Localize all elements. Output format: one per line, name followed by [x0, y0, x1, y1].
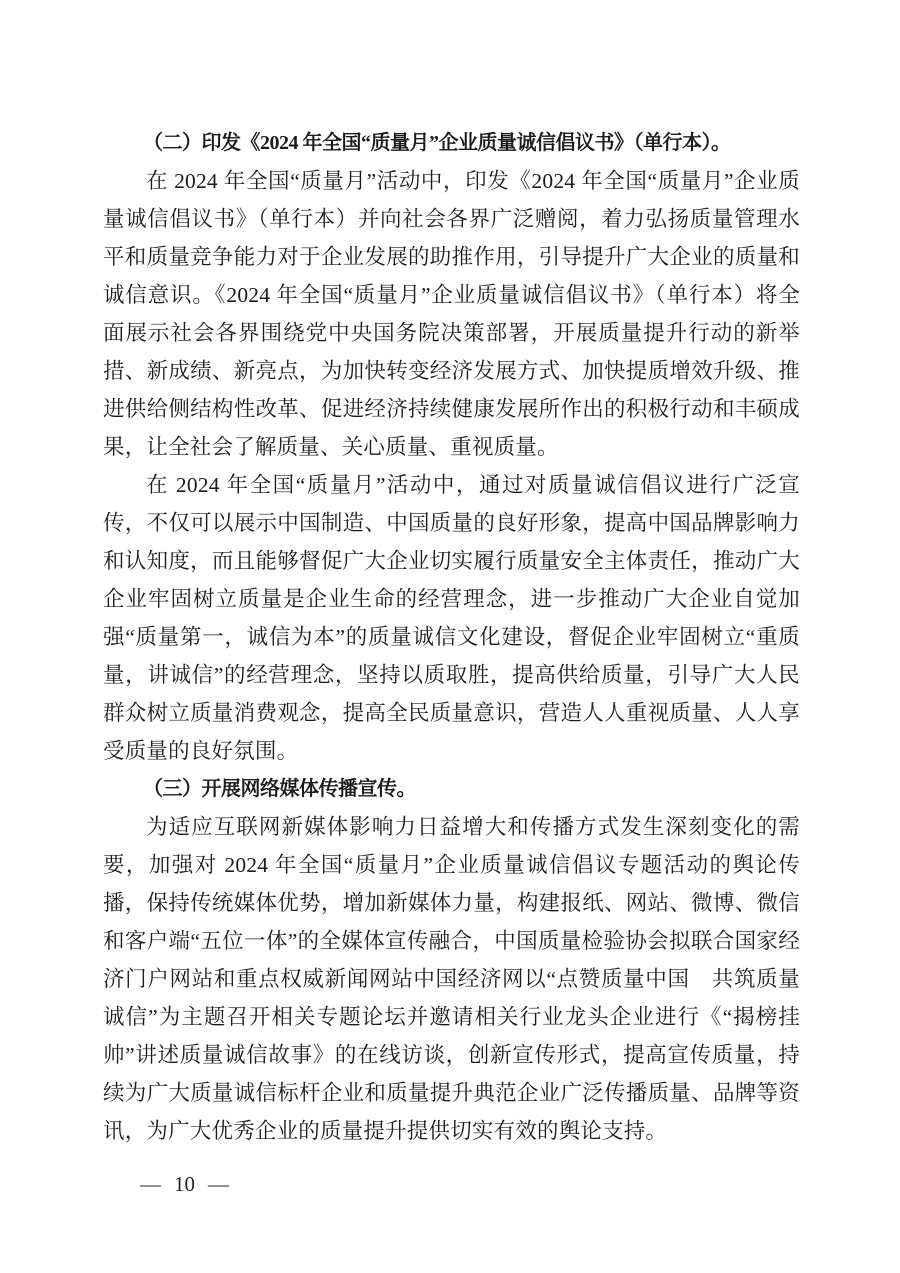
section-heading-2: （二）印发《2024 年全国“质量月”企业质量诚信倡议书》（单行本）。 — [143, 132, 731, 154]
footer-dash-left: — — [140, 1172, 161, 1196]
body-paragraph-2: 在 2024 年全国“质量月”活动中，通过对质量诚信倡议进行广泛宣传，不仅可以展示中国制造、中国质量的良好形象，提高中国品牌影响力和认知度，而且能够督促广大企业切实履行质量安全主体责任，推动广大企业牢固树立质量是企业生命的经营理念，进一步推动广大企业自觉加强“质量第一，诚信为本”的质量诚信文化建设，督促企业牢固树立“重质量，讲诚信”的经营理念，坚持以质取胜，提高供给质量，引导广大人民群众树立质量消费观念，提高全民质量意识，营造人人重视质量、人人享受质量的良好氛围。 — [103, 473, 800, 763]
section-heading-3: （三）开展网络媒体传播宣传。 — [143, 778, 416, 800]
body-paragraph-3: 为适应互联网新媒体影响力日益增大和传播方式发生深刻变化的需要，加强对 2024 年全国“质量月”企业质量诚信倡议专题活动的舆论传播，保持传统媒体优势，增加新媒体力量，构建报纸、网站、微博、微信和客户端“五位一体”的全媒体宣传融合，中国质量检验协会拟联合国家经济门户网站和重点权威新闻网站中国经济网以“点赞质量中国 共筑质量诚信”为主题召开相关专题论坛并邀请相关行业龙头企业进行《“揭榜挂帅”讲述质量诚信故事》的在线访谈，创新宣传形式，提高宣传质量，持续为广大质量诚信标杆企业和质量提升典范企业广泛传播质量、品牌等资讯，为广大优秀企业的质量提升提供切实有效的舆论支持。 — [103, 815, 800, 1143]
page-footer — [140, 1170, 229, 1198]
page-number: 10 — [174, 1172, 195, 1196]
footer-dash-right: — — [208, 1172, 229, 1196]
body-paragraph-1: 在 2024 年全国“质量月”活动中，印发《2024 年全国“质量月”企业质量诚信倡议书》（单行本）并向社会各界广泛赠阅，着力弘扬质量管理水平和质量竞争能力对于企业发展的助推作用，引导提升广大企业的质量和诚信意识。《2024 年全国“质量月”企业质量诚信倡议书》（单行本）将全面展示社会各界围绕党中央国务院决策部署，开展质量提升行动的新举措、新成绩、新亮点，为加快转变经济发展方式、加快提质增效升级、推进供给侧结构性改革、促进经济持续健康发展所作出的积极行动和丰硕成果，让全社会了解质量、关心质量、重视质量。 — [103, 169, 800, 459]
document-body — [103, 124, 800, 1150]
